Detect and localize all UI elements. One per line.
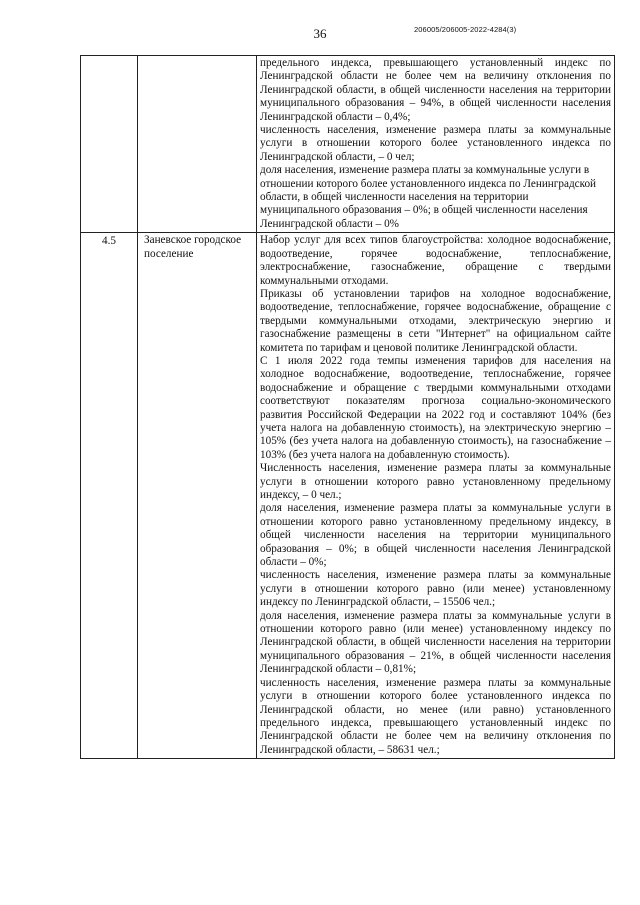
- paragraph: доля населения, изменение размера платы за коммунальные услуги в отношении которого равно установленному предельному индексу, в общей численности населения на территории муниципального образования – 0%; в общей численности населения Ленинградской области – 0%;: [260, 502, 611, 569]
- municipality-name-cell: [138, 56, 257, 233]
- paragraph: Набор услуг для всех типов благоустройства: холодное водоснабжение, водоотведение, горячее водоснабжение, теплоснабжение, электроснабжение, газоснабжение, обращение с твердыми коммунальными отходами.: [260, 234, 611, 287]
- paragraph: доля населения, изменение размера платы за коммунальные услуги в отношении которого равно (или менее) установленному индексу по Ленинградской области, в общей численности населения на территории муниципального образования – 21%, в общей численности населения Ленинградской области – 0,81%;: [260, 609, 611, 676]
- paragraph: Приказы об установлении тарифов на холодное водоснабжение, водоотведение, теплоснабжение, горячее водоснабжение, обращение с твердыми коммунальными отходами, электрическую энергию и газоснабжение размещены в сети "Интернет" на официальном сайте комитета по тарифам и ценовой политике Ленинградской области.: [260, 287, 611, 354]
- description-cell: [257, 56, 615, 233]
- table-row: [81, 56, 615, 233]
- row-number-cell: [81, 56, 138, 233]
- table-row: [81, 233, 615, 759]
- paragraph: Численность населения, изменение размера платы за коммунальные услуги в отношении которого равно установленному предельному индексу, – 0 чел.;: [260, 462, 611, 501]
- tariff-table: [80, 55, 615, 759]
- row-number-cell: 4.5: [81, 233, 138, 759]
- page-number: 36: [313, 26, 327, 41]
- paragraph: численность населения, изменение размера платы за коммунальные услуги в отношении которого более установленного индекса по Ленинградской области, – 0 чел;: [260, 124, 611, 163]
- paragraph: доля населения, изменение размера платы за коммунальные услуги в отношении которого более установленного индекса по Ленинградской области, в общей численности населения на территории муниципального образования – 0%; в общей численности населения Ленинградской области – 0%: [260, 164, 597, 230]
- paragraph: предельного индекса, превышающего установленный индекс по Ленинградской области не более чем на величину отклонения по Ленинградской области, в общей численности населения на территории муниципального образования – 94%, в общей численности населения Ленинградской области – 0,4%;: [260, 57, 611, 123]
- paragraph: численность населения, изменение размера платы за коммунальные услуги в отношении которого более установленного индекса по Ленинградской области, но менее (или равно) установленного предельного индекса, превышающего установленный индекс по Ленинградской области не более чем на величину отклонения по Ленинградской области, – 58631 чел.;: [260, 676, 611, 756]
- description-cell: [257, 233, 615, 759]
- paragraph: С 1 июля 2022 года темпы изменения тарифов для населения на холодное водоснабжение, водоотведение, теплоснабжение, горячее водоснабжение и обращение с твердыми коммунальными отходами соответствуют показателям прогноза социально-экономического развития Российской Федерации на 2022 год и составляют 104% (без учета налога на добавленную стоимость), на электрическую энергию – 105% (без учета налога на добавленную стоимость), на газоснабжение – 103% (без учета налога на добавленную стоимость).: [260, 354, 611, 461]
- municipality-name-cell: Заневское городское поселение: [138, 233, 257, 759]
- paragraph: численность населения, изменение размера платы за коммунальные услуги в отношении которого равно (или менее) установленному индексу по Ленинградской области, – 15506 чел.;: [260, 569, 611, 609]
- document-id: 206005/206005-2022-4284(3): [414, 25, 517, 34]
